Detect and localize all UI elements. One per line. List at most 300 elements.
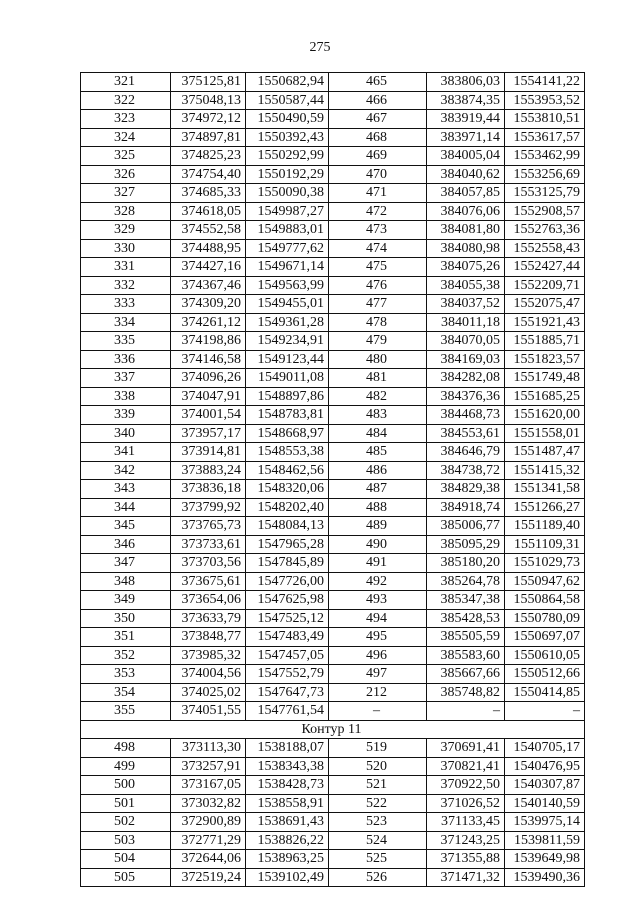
x-coordinate-cell: 373654,06 (171, 591, 246, 610)
y-coordinate-cell: 1552558,43 (505, 239, 585, 258)
x-coordinate-cell: 374047,91 (171, 387, 246, 406)
point-number-cell: 327 (81, 184, 171, 203)
y-coordinate-cell: 1553617,57 (505, 128, 585, 147)
y-coordinate-cell: 1550392,43 (246, 128, 329, 147)
x-coordinate-cell: 385667,66 (427, 665, 505, 684)
x-coordinate-cell: 374096,26 (171, 369, 246, 388)
x-coordinate-cell: 373257,91 (171, 757, 246, 776)
x-coordinate-cell: 374825,23 (171, 147, 246, 166)
point-number-cell: 480 (329, 350, 427, 369)
y-coordinate-cell: 1549234,91 (246, 332, 329, 351)
y-coordinate-cell: 1553256,69 (505, 165, 585, 184)
x-coordinate-cell: 384057,85 (427, 184, 505, 203)
y-coordinate-cell: 1550780,09 (505, 609, 585, 628)
x-coordinate-cell: 370821,41 (427, 757, 505, 776)
table-row (81, 572, 585, 591)
table-row (81, 591, 585, 610)
point-number-cell: 350 (81, 609, 171, 628)
table-row (81, 739, 585, 758)
y-coordinate-cell: 1551029,73 (505, 554, 585, 573)
x-coordinate-cell: 384076,06 (427, 202, 505, 221)
point-number-cell: 472 (329, 202, 427, 221)
point-number-cell: 338 (81, 387, 171, 406)
y-coordinate-cell: 1547726,00 (246, 572, 329, 591)
y-coordinate-cell: 1539975,14 (505, 813, 585, 832)
x-coordinate-cell: 384040,62 (427, 165, 505, 184)
table-row (81, 831, 585, 850)
point-number-cell: 488 (329, 498, 427, 517)
y-coordinate-cell: 1549671,14 (246, 258, 329, 277)
point-number-cell: 468 (329, 128, 427, 147)
y-coordinate-cell: 1551558,01 (505, 424, 585, 443)
point-number-cell: 324 (81, 128, 171, 147)
point-number-cell: 467 (329, 110, 427, 129)
point-number-cell: 490 (329, 535, 427, 554)
point-number-cell: 341 (81, 443, 171, 462)
x-coordinate-cell: 374552,58 (171, 221, 246, 240)
table-row (81, 794, 585, 813)
x-coordinate-cell: 371471,32 (427, 868, 505, 887)
y-coordinate-cell: 1550512,66 (505, 665, 585, 684)
y-coordinate-cell: 1549123,44 (246, 350, 329, 369)
point-number-cell: 494 (329, 609, 427, 628)
section-title: Контур 11 (81, 720, 585, 739)
y-coordinate-cell: 1549987,27 (246, 202, 329, 221)
y-coordinate-cell: 1549777,62 (246, 239, 329, 258)
y-coordinate-cell: 1547625,98 (246, 591, 329, 610)
point-number-cell: 489 (329, 517, 427, 536)
y-coordinate-cell: 1539649,98 (505, 850, 585, 869)
x-coordinate-cell: 372519,24 (171, 868, 246, 887)
table-row (81, 683, 585, 702)
x-coordinate-cell: 383874,35 (427, 91, 505, 110)
table-row (81, 609, 585, 628)
y-coordinate-cell: 1551749,48 (505, 369, 585, 388)
point-number-cell: 333 (81, 295, 171, 314)
point-number-cell: 499 (81, 757, 171, 776)
x-coordinate-cell: 384011,18 (427, 313, 505, 332)
coordinates-table-part-1 (81, 73, 585, 721)
point-number-cell: 347 (81, 554, 171, 573)
y-coordinate-cell: 1551109,31 (505, 535, 585, 554)
point-number-cell: 486 (329, 461, 427, 480)
point-number-cell: 504 (81, 850, 171, 869)
y-coordinate-cell: 1538963,25 (246, 850, 329, 869)
y-coordinate-cell: 1539102,49 (246, 868, 329, 887)
table-row (81, 221, 585, 240)
table-row (81, 239, 585, 258)
x-coordinate-cell: 373765,73 (171, 517, 246, 536)
x-coordinate-cell: 384037,52 (427, 295, 505, 314)
x-coordinate-cell: 385095,29 (427, 535, 505, 554)
y-coordinate-cell: 1553810,51 (505, 110, 585, 129)
point-number-cell: 526 (329, 868, 427, 887)
x-coordinate-cell: 374488,95 (171, 239, 246, 258)
point-number-cell: 495 (329, 628, 427, 647)
point-number-cell: 351 (81, 628, 171, 647)
table-row (81, 258, 585, 277)
table-row (81, 702, 585, 721)
x-coordinate-cell: 371355,88 (427, 850, 505, 869)
x-coordinate-cell: 372644,06 (171, 850, 246, 869)
table-row (81, 350, 585, 369)
y-coordinate-cell: 1539811,59 (505, 831, 585, 850)
y-coordinate-cell: 1549361,28 (246, 313, 329, 332)
x-coordinate-cell: 373985,32 (171, 646, 246, 665)
x-coordinate-cell: 384005,04 (427, 147, 505, 166)
x-coordinate-cell: 374004,56 (171, 665, 246, 684)
y-coordinate-cell: 1540705,17 (505, 739, 585, 758)
point-number-cell: 339 (81, 406, 171, 425)
table-row (81, 295, 585, 314)
x-coordinate-cell: 370691,41 (427, 739, 505, 758)
coordinates-table (80, 72, 585, 887)
table-row (81, 517, 585, 536)
y-coordinate-cell: 1540307,87 (505, 776, 585, 795)
point-number-cell: 466 (329, 91, 427, 110)
y-coordinate-cell: 1547845,89 (246, 554, 329, 573)
point-number-cell: 505 (81, 868, 171, 887)
x-coordinate-cell: 371243,25 (427, 831, 505, 850)
x-coordinate-cell: 374001,54 (171, 406, 246, 425)
x-coordinate-cell: 383806,03 (427, 73, 505, 92)
y-coordinate-cell: 1551189,40 (505, 517, 585, 536)
x-coordinate-cell: 384553,61 (427, 424, 505, 443)
x-coordinate-cell: 375048,13 (171, 91, 246, 110)
point-number-cell: 348 (81, 572, 171, 591)
point-number-cell: 345 (81, 517, 171, 536)
point-number-cell: 346 (81, 535, 171, 554)
point-number-cell: 329 (81, 221, 171, 240)
section-header-row (81, 720, 585, 739)
point-number-cell: 323 (81, 110, 171, 129)
y-coordinate-cell: 1551685,25 (505, 387, 585, 406)
point-number-cell: 519 (329, 739, 427, 758)
point-number-cell: 322 (81, 91, 171, 110)
table-row (81, 461, 585, 480)
x-coordinate-cell: 374261,12 (171, 313, 246, 332)
x-coordinate-cell: 384055,38 (427, 276, 505, 295)
y-coordinate-cell: 1547761,54 (246, 702, 329, 721)
x-coordinate-cell: 370922,50 (427, 776, 505, 795)
x-coordinate-cell: 373957,17 (171, 424, 246, 443)
x-coordinate-cell: 384080,98 (427, 239, 505, 258)
table-row (81, 202, 585, 221)
y-coordinate-cell: 1549011,08 (246, 369, 329, 388)
table-row (81, 554, 585, 573)
table-row (81, 850, 585, 869)
x-coordinate-cell: 373675,61 (171, 572, 246, 591)
y-coordinate-cell: 1548668,97 (246, 424, 329, 443)
y-coordinate-cell: 1538188,07 (246, 739, 329, 758)
table-row (81, 184, 585, 203)
x-coordinate-cell: 374025,02 (171, 683, 246, 702)
x-coordinate-cell: 384646,79 (427, 443, 505, 462)
y-coordinate-cell: 1547457,05 (246, 646, 329, 665)
x-coordinate-cell: 374972,12 (171, 110, 246, 129)
table-row (81, 480, 585, 499)
y-coordinate-cell: 1548783,81 (246, 406, 329, 425)
y-coordinate-cell: – (505, 702, 585, 721)
point-number-cell: 340 (81, 424, 171, 443)
x-coordinate-cell: 385180,20 (427, 554, 505, 573)
x-coordinate-cell: 371026,52 (427, 794, 505, 813)
point-number-cell: 349 (81, 591, 171, 610)
point-number-cell: 336 (81, 350, 171, 369)
x-coordinate-cell: 374618,05 (171, 202, 246, 221)
x-coordinate-cell: 385006,77 (427, 517, 505, 536)
x-coordinate-cell: 374685,33 (171, 184, 246, 203)
table-row (81, 110, 585, 129)
point-number-cell: 328 (81, 202, 171, 221)
point-number-cell: 321 (81, 73, 171, 92)
y-coordinate-cell: 1549455,01 (246, 295, 329, 314)
y-coordinate-cell: 1551487,47 (505, 443, 585, 462)
point-number-cell: 343 (81, 480, 171, 499)
x-coordinate-cell: 384282,08 (427, 369, 505, 388)
y-coordinate-cell: 1550864,58 (505, 591, 585, 610)
x-coordinate-cell: 374754,40 (171, 165, 246, 184)
table-row (81, 443, 585, 462)
y-coordinate-cell: 1538826,22 (246, 831, 329, 850)
table-row (81, 776, 585, 795)
x-coordinate-cell: 374146,58 (171, 350, 246, 369)
x-coordinate-cell: 384070,05 (427, 332, 505, 351)
x-coordinate-cell: 374367,46 (171, 276, 246, 295)
point-number-cell: 326 (81, 165, 171, 184)
point-number-cell: 496 (329, 646, 427, 665)
y-coordinate-cell: 1538558,91 (246, 794, 329, 813)
x-coordinate-cell: 384738,72 (427, 461, 505, 480)
point-number-cell: 478 (329, 313, 427, 332)
x-coordinate-cell: 373836,18 (171, 480, 246, 499)
y-coordinate-cell: 1550587,44 (246, 91, 329, 110)
point-number-cell: 353 (81, 665, 171, 684)
x-coordinate-cell: 385583,60 (427, 646, 505, 665)
y-coordinate-cell: 1552427,44 (505, 258, 585, 277)
y-coordinate-cell: 1551823,57 (505, 350, 585, 369)
y-coordinate-cell: 1550697,07 (505, 628, 585, 647)
y-coordinate-cell: 1550192,29 (246, 165, 329, 184)
point-number-cell: 331 (81, 258, 171, 277)
point-number-cell: 520 (329, 757, 427, 776)
y-coordinate-cell: 1552908,57 (505, 202, 585, 221)
y-coordinate-cell: 1551885,71 (505, 332, 585, 351)
y-coordinate-cell: 1540140,59 (505, 794, 585, 813)
y-coordinate-cell: 1550490,59 (246, 110, 329, 129)
table-row (81, 646, 585, 665)
point-number-cell: 332 (81, 276, 171, 295)
x-coordinate-cell: 384376,36 (427, 387, 505, 406)
point-number-cell: 501 (81, 794, 171, 813)
table-row (81, 73, 585, 92)
y-coordinate-cell: 1551341,58 (505, 480, 585, 499)
x-coordinate-cell: 384075,26 (427, 258, 505, 277)
y-coordinate-cell: 1547483,49 (246, 628, 329, 647)
y-coordinate-cell: 1547965,28 (246, 535, 329, 554)
point-number-cell: 497 (329, 665, 427, 684)
y-coordinate-cell: 1547647,73 (246, 683, 329, 702)
x-coordinate-cell: 384169,03 (427, 350, 505, 369)
point-number-cell: 498 (81, 739, 171, 758)
x-coordinate-cell: 385264,78 (427, 572, 505, 591)
x-coordinate-cell: 383971,14 (427, 128, 505, 147)
point-number-cell: 212 (329, 683, 427, 702)
x-coordinate-cell: 373113,30 (171, 739, 246, 758)
y-coordinate-cell: 1551921,43 (505, 313, 585, 332)
point-number-cell: 481 (329, 369, 427, 388)
x-coordinate-cell: – (427, 702, 505, 721)
point-number-cell: 325 (81, 147, 171, 166)
point-number-cell: 352 (81, 646, 171, 665)
y-coordinate-cell: 1538343,38 (246, 757, 329, 776)
table-row (81, 424, 585, 443)
point-number-cell: 465 (329, 73, 427, 92)
x-coordinate-cell: 371133,45 (427, 813, 505, 832)
point-number-cell: 342 (81, 461, 171, 480)
y-coordinate-cell: 1551415,32 (505, 461, 585, 480)
x-coordinate-cell: 373883,24 (171, 461, 246, 480)
point-number-cell: 482 (329, 387, 427, 406)
x-coordinate-cell: 373633,79 (171, 609, 246, 628)
table-row (81, 535, 585, 554)
coordinates-table-part-2 (81, 739, 585, 887)
table-row (81, 369, 585, 388)
x-coordinate-cell: 375125,81 (171, 73, 246, 92)
point-number-cell: 477 (329, 295, 427, 314)
point-number-cell: 487 (329, 480, 427, 499)
x-coordinate-cell: 385347,38 (427, 591, 505, 610)
table-row (81, 128, 585, 147)
point-number-cell: 355 (81, 702, 171, 721)
point-number-cell: 330 (81, 239, 171, 258)
point-number-cell: 502 (81, 813, 171, 832)
x-coordinate-cell: 373703,56 (171, 554, 246, 573)
point-number-cell: 469 (329, 147, 427, 166)
x-coordinate-cell: 373167,05 (171, 776, 246, 795)
x-coordinate-cell: 374897,81 (171, 128, 246, 147)
table-row (81, 147, 585, 166)
y-coordinate-cell: 1550610,05 (505, 646, 585, 665)
point-number-cell: 473 (329, 221, 427, 240)
x-coordinate-cell: 385748,82 (427, 683, 505, 702)
table-row (81, 406, 585, 425)
point-number-cell: 492 (329, 572, 427, 591)
point-number-cell: 500 (81, 776, 171, 795)
y-coordinate-cell: 1548320,06 (246, 480, 329, 499)
y-coordinate-cell: 1552209,71 (505, 276, 585, 295)
x-coordinate-cell: 373848,77 (171, 628, 246, 647)
point-number-cell: 523 (329, 813, 427, 832)
y-coordinate-cell: 1553953,52 (505, 91, 585, 110)
x-coordinate-cell: 384468,73 (427, 406, 505, 425)
x-coordinate-cell: 384918,74 (427, 498, 505, 517)
y-coordinate-cell: 1548553,38 (246, 443, 329, 462)
point-number-cell: 337 (81, 369, 171, 388)
y-coordinate-cell: 1550947,62 (505, 572, 585, 591)
point-number-cell: 484 (329, 424, 427, 443)
point-number-cell: 471 (329, 184, 427, 203)
y-coordinate-cell: 1553125,79 (505, 184, 585, 203)
table-row (81, 757, 585, 776)
y-coordinate-cell: 1552763,36 (505, 221, 585, 240)
point-number-cell: 525 (329, 850, 427, 869)
y-coordinate-cell: 1548897,86 (246, 387, 329, 406)
x-coordinate-cell: 373799,92 (171, 498, 246, 517)
point-number-cell: 334 (81, 313, 171, 332)
x-coordinate-cell: 374427,16 (171, 258, 246, 277)
point-number-cell: 522 (329, 794, 427, 813)
y-coordinate-cell: 1549563,99 (246, 276, 329, 295)
x-coordinate-cell: 372771,29 (171, 831, 246, 850)
y-coordinate-cell: 1549883,01 (246, 221, 329, 240)
table-row (81, 91, 585, 110)
x-coordinate-cell: 384081,80 (427, 221, 505, 240)
y-coordinate-cell: 1551266,27 (505, 498, 585, 517)
x-coordinate-cell: 373032,82 (171, 794, 246, 813)
point-number-cell: 524 (329, 831, 427, 850)
y-coordinate-cell: 1550292,99 (246, 147, 329, 166)
x-coordinate-cell: 373733,61 (171, 535, 246, 554)
table-row (81, 165, 585, 184)
x-coordinate-cell: 385428,53 (427, 609, 505, 628)
x-coordinate-cell: 374051,55 (171, 702, 246, 721)
point-number-cell: 491 (329, 554, 427, 573)
point-number-cell: 470 (329, 165, 427, 184)
y-coordinate-cell: 1547525,12 (246, 609, 329, 628)
y-coordinate-cell: 1550414,85 (505, 683, 585, 702)
point-number-cell: 475 (329, 258, 427, 277)
y-coordinate-cell: 1548084,13 (246, 517, 329, 536)
x-coordinate-cell: 372900,89 (171, 813, 246, 832)
y-coordinate-cell: 1554141,22 (505, 73, 585, 92)
y-coordinate-cell: 1547552,79 (246, 665, 329, 684)
point-number-cell: 476 (329, 276, 427, 295)
y-coordinate-cell: 1538428,73 (246, 776, 329, 795)
point-number-cell: 344 (81, 498, 171, 517)
point-number-cell: – (329, 702, 427, 721)
table-row (81, 276, 585, 295)
point-number-cell: 503 (81, 831, 171, 850)
point-number-cell: 354 (81, 683, 171, 702)
x-coordinate-cell: 374198,86 (171, 332, 246, 351)
point-number-cell: 335 (81, 332, 171, 351)
table-row (81, 665, 585, 684)
x-coordinate-cell: 385505,59 (427, 628, 505, 647)
y-coordinate-cell: 1551620,00 (505, 406, 585, 425)
x-coordinate-cell: 374309,20 (171, 295, 246, 314)
y-coordinate-cell: 1550090,38 (246, 184, 329, 203)
table-row (81, 813, 585, 832)
y-coordinate-cell: 1539490,36 (505, 868, 585, 887)
y-coordinate-cell: 1553462,99 (505, 147, 585, 166)
table-row (81, 628, 585, 647)
point-number-cell: 479 (329, 332, 427, 351)
x-coordinate-cell: 384829,38 (427, 480, 505, 499)
y-coordinate-cell: 1548202,40 (246, 498, 329, 517)
table-row (81, 313, 585, 332)
table-row (81, 868, 585, 887)
x-coordinate-cell: 373914,81 (171, 443, 246, 462)
table-row (81, 498, 585, 517)
y-coordinate-cell: 1552075,47 (505, 295, 585, 314)
point-number-cell: 521 (329, 776, 427, 795)
point-number-cell: 493 (329, 591, 427, 610)
x-coordinate-cell: 383919,44 (427, 110, 505, 129)
y-coordinate-cell: 1550682,94 (246, 73, 329, 92)
y-coordinate-cell: 1548462,56 (246, 461, 329, 480)
point-number-cell: 485 (329, 443, 427, 462)
